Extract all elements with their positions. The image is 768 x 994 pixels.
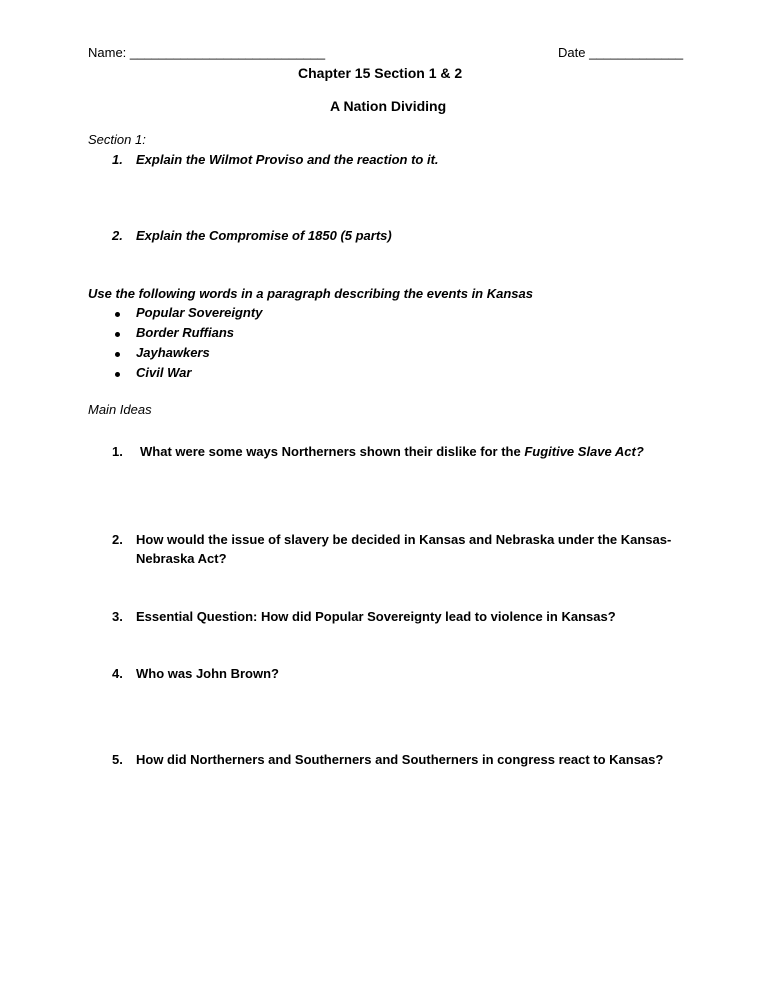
section1-q2-text: Explain the Compromise of 1850 (5 parts) [136, 228, 392, 243]
main-q2-text-line1: How would the issue of slavery be decided in Kansas and Nebraska under the Kansas- [136, 532, 672, 547]
kansas-term: Jayhawkers [136, 345, 210, 360]
bullet-icon [115, 312, 120, 317]
main-q1-text [140, 444, 644, 459]
main-q1-text-main: What were some ways Northerners shown their dislike for the [140, 444, 525, 459]
main-q4-text: Who was John Brown? [136, 666, 279, 681]
section1-q2-number: 2. [112, 228, 123, 243]
main-q2-number: 2. [112, 532, 123, 547]
main-q1-number: 1. [112, 444, 123, 459]
main-q5-number: 5. [112, 752, 123, 767]
bullet-icon [115, 332, 120, 337]
main-q5-text: How did Northerners and Southerners and Southerners in congress react to Kansas? [136, 752, 664, 767]
name-field-label: Name: ___________________________ [88, 45, 326, 60]
section1-q1-number: 1. [112, 152, 123, 167]
kansas-instruction: Use the following words in a paragraph describing the events in Kansas [88, 286, 533, 301]
page-subtitle: A Nation Dividing [330, 98, 447, 114]
kansas-term: Border Ruffians [136, 325, 234, 340]
section1-heading: Section 1: [88, 132, 146, 147]
main-q3-text: Essential Question: How did Popular Sovereignty lead to violence in Kansas? [136, 609, 616, 624]
main-ideas-heading: Main Ideas [88, 402, 152, 417]
main-q1-text-emphasis: Fugitive Slave Act? [524, 444, 644, 459]
kansas-term: Popular Sovereignty [136, 305, 263, 320]
main-q4-number: 4. [112, 666, 123, 681]
date-field-label: Date _____________ [558, 45, 684, 60]
bullet-icon [115, 372, 120, 377]
section1-q1-text: Explain the Wilmot Proviso and the reaction to it. [136, 152, 439, 167]
page-title: Chapter 15 Section 1 & 2 [298, 65, 463, 81]
bullet-icon [115, 352, 120, 357]
main-q2-text-line2: Nebraska Act? [136, 551, 227, 566]
main-q3-number: 3. [112, 609, 123, 624]
kansas-term: Civil War [136, 365, 192, 380]
